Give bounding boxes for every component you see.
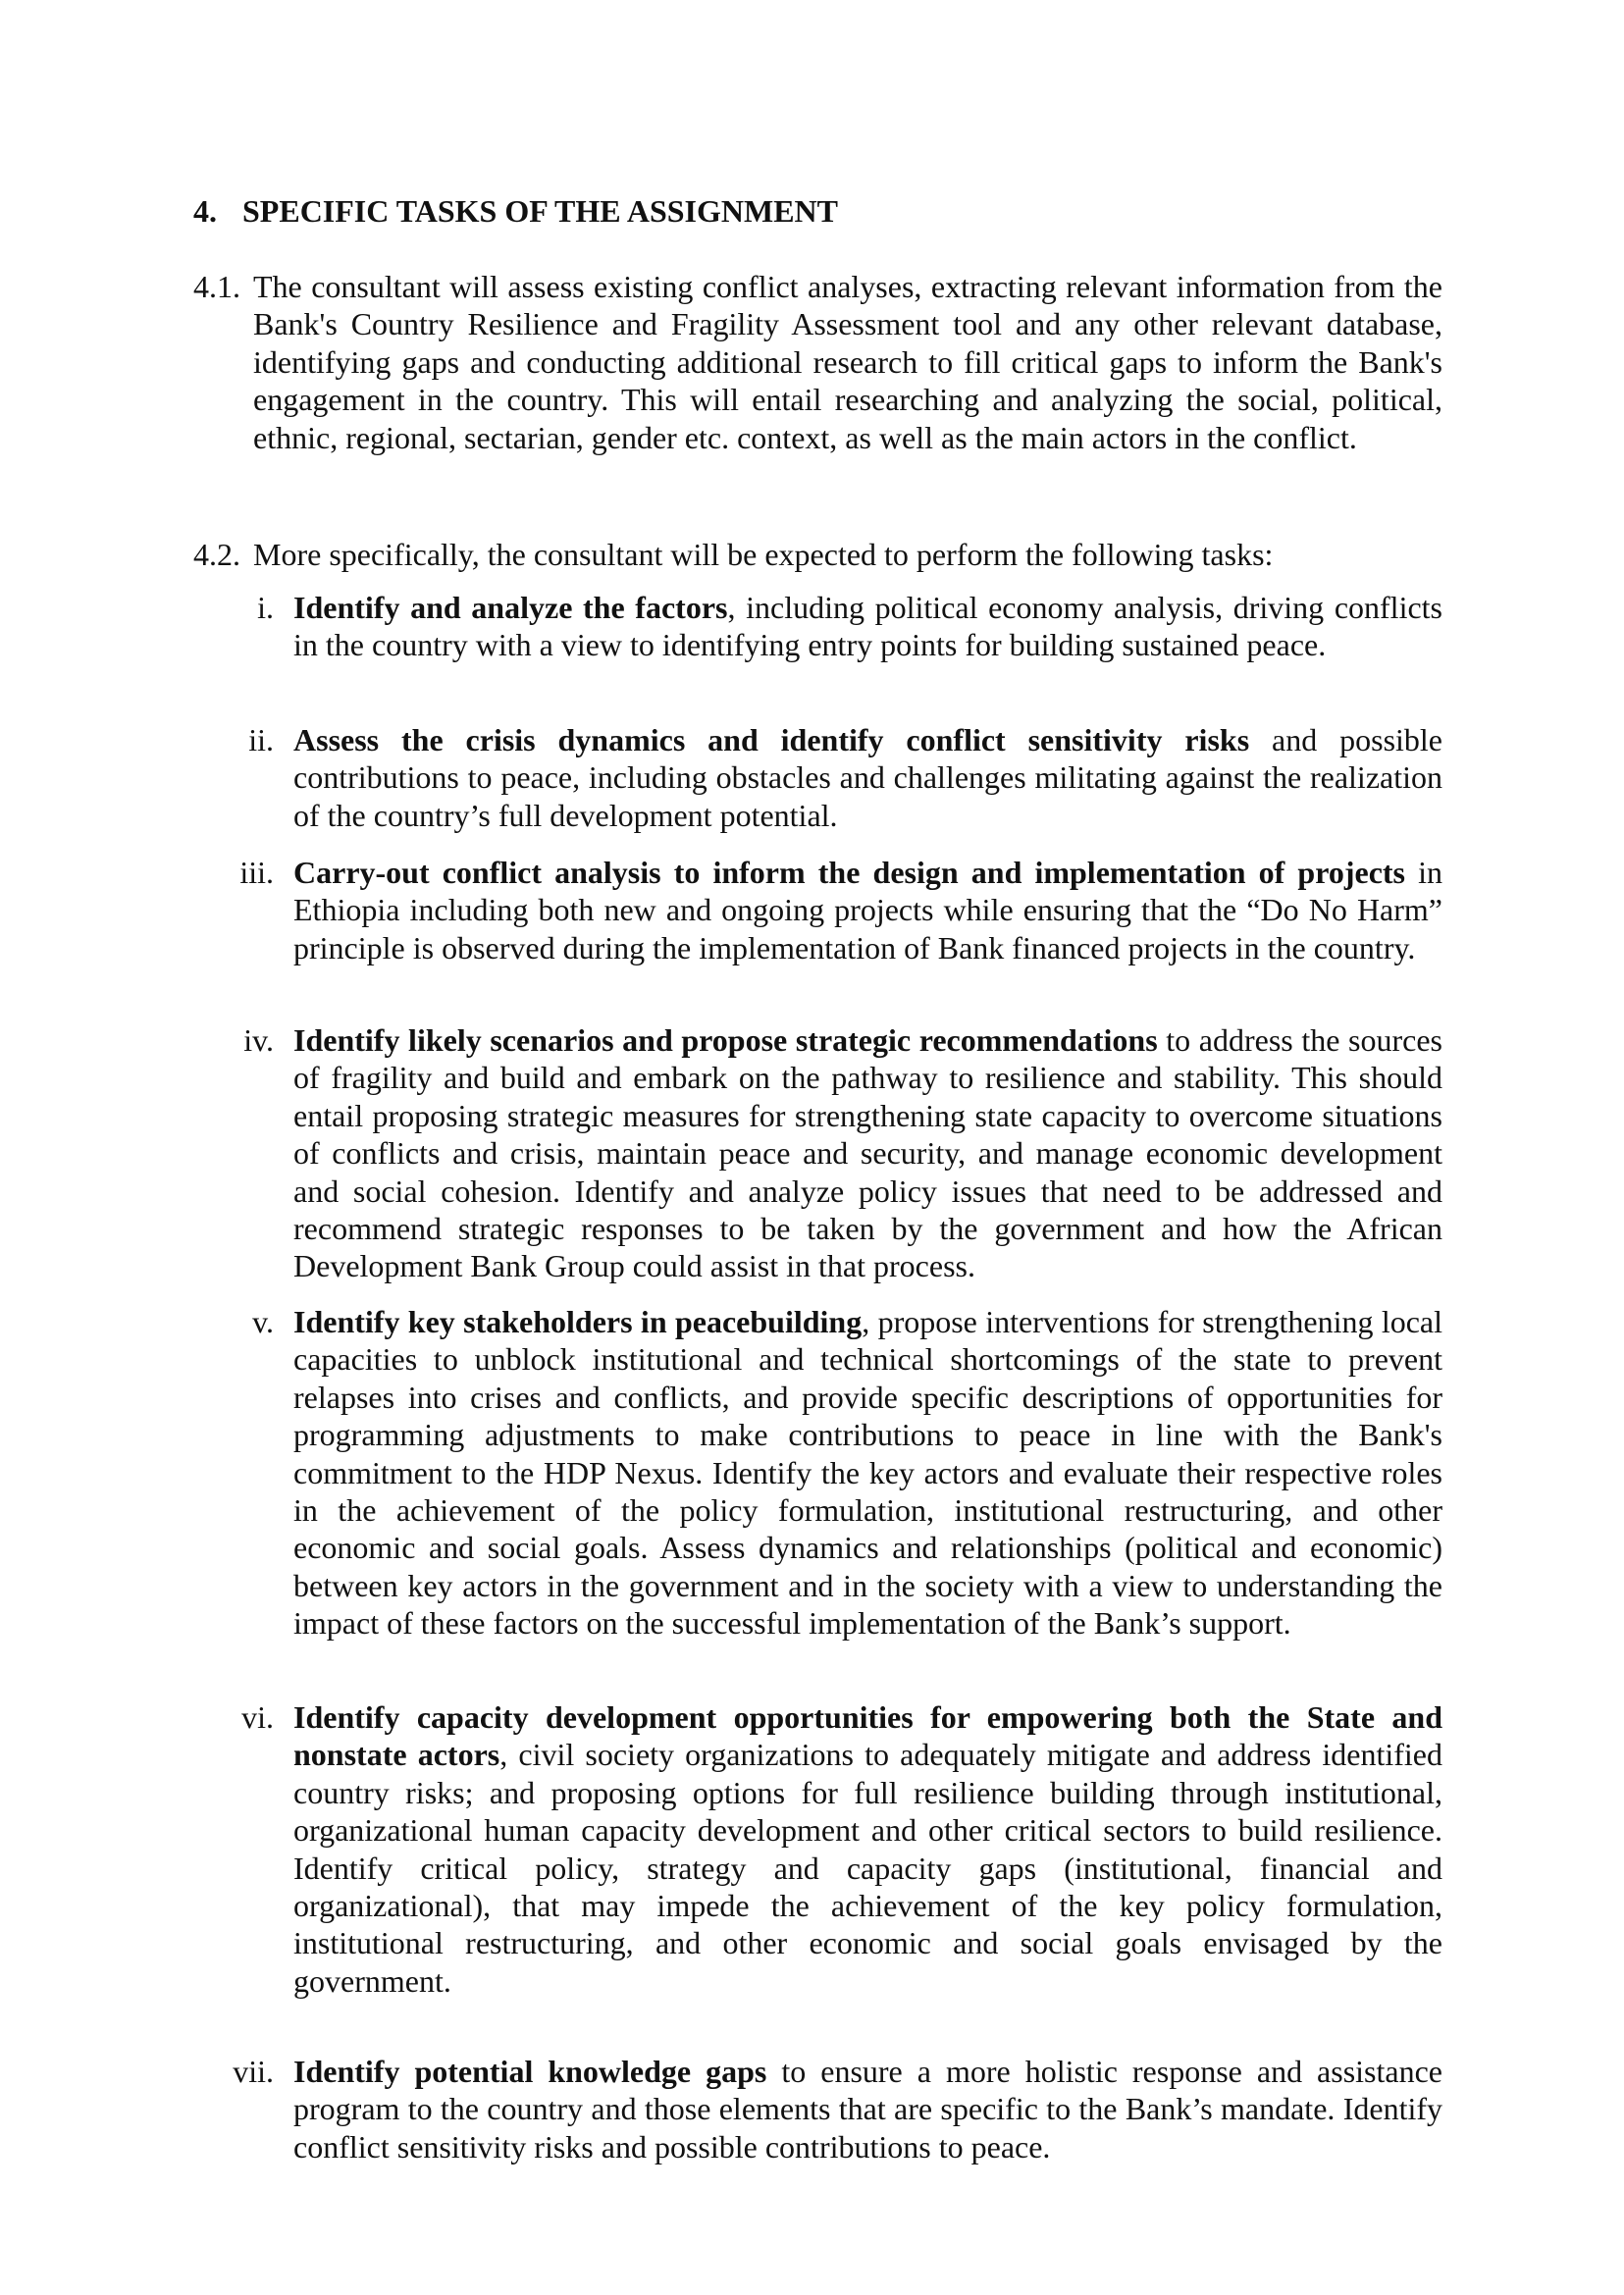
task-item-i xyxy=(193,589,1442,664)
task-item-v xyxy=(193,1303,1442,1643)
task-body: , civil society organizations to adequately mitigate and address identified country risks; and proposing options for full resilience building through institutional, organizational human capacity development and other critical sectors to build resilience. Identify critical policy, strategy and capacity gaps (institutional, financial and organizational), that may impede the achievement of the key policy formulation, institutional restructuring, and other economic and social goals envisaged by the government. xyxy=(293,1737,1443,1999)
paragraph-text: The consultant will assess existing conflict analyses, extracting relevant information from the Bank's Country Resilience and Fragility Assessment tool and any other relevant database, identifying gaps and conducting additional research to fill critical gaps to inform the Bank's engagement in the country. This will entail researching and analyzing the social, political, ethnic, regional, sectarian, gender etc. context, as well as the main actors in the conflict. xyxy=(253,269,1442,455)
task-body: , including political economy analysis, driving conflicts in the country with a view to identifying entry points for building sustained peace. xyxy=(293,590,1443,663)
task-text xyxy=(293,2053,1442,2165)
paragraph-4-2 xyxy=(193,536,1442,573)
task-body: and possible contributions to peace, including obstacles and challenges militating against the realization of the country’s full development potential. xyxy=(293,722,1443,833)
task-text xyxy=(293,1021,1442,1285)
task-item-ii xyxy=(193,721,1442,834)
task-text xyxy=(293,589,1442,664)
section-number: 4. xyxy=(193,193,217,229)
section-title: SPECIFIC TASKS OF THE ASSIGNMENT xyxy=(242,193,838,229)
paragraph-number: 4.2. xyxy=(193,537,240,572)
task-numeral: i. xyxy=(257,590,274,625)
task-body: to address the sources of fragility and build and embark on the pathway to resilience and stability. This should entail proposing strategic measures for strengthening state capacity to overcome situations of conflicts and crisis, maintain peace and security, and manage economic development and social cohesion. Identify and analyze policy issues that need to be addressed and recommend strategic responses to be taken by the government and how the African Development Bank Group could assist in that process. xyxy=(293,1022,1443,1284)
task-bold-lead: Identify key stakeholders in peacebuilding xyxy=(293,1304,863,1339)
task-numeral: ii. xyxy=(248,722,274,757)
task-text xyxy=(293,1303,1442,1643)
task-item-iv xyxy=(193,1021,1442,1285)
task-item-iii xyxy=(193,854,1442,966)
paragraph-number: 4.1. xyxy=(193,269,240,304)
task-bold-lead: Assess the crisis dynamics and identify conflict sensitivity risks xyxy=(293,722,1250,757)
task-text xyxy=(293,854,1442,966)
task-text xyxy=(293,721,1442,834)
task-bold-lead: Identify and analyze the factors xyxy=(293,590,728,625)
paragraph-text: More specifically, the consultant will be expected to perform the following tasks: xyxy=(253,537,1274,572)
task-bold-lead: Carry-out conflict analysis to inform the design and implementation of projects xyxy=(293,855,1406,890)
task-body: , propose interventions for strengthening local capacities to unblock institutional and technical shortcomings of the state to prevent relapses into crises and conflicts, and provide specific descriptions of opportunities for programming adjustments to make contributions to peace in line with the Bank's commitment to the HDP Nexus. Identify the key actors and evaluate their respective roles in the achievement of the policy formulation, institutional restructuring, and other economic and social goals. Assess dynamics and relationships (political and economic) between key actors in the government and in the society with a view to understanding the impact of these factors on the successful implementation of the Bank’s support. xyxy=(293,1304,1443,1642)
task-item-vii xyxy=(193,2053,1442,2165)
section-heading xyxy=(193,191,838,231)
task-numeral: iii. xyxy=(239,855,274,890)
task-numeral: vii. xyxy=(233,2054,274,2089)
task-numeral: vi. xyxy=(241,1699,274,1735)
task-item-vi xyxy=(193,1698,1442,2000)
task-body: to ensure a more holistic response and assistance program to the country and those elements that are specific to the Bank’s mandate. Identify conflict sensitivity risks and possible contributions to peace. xyxy=(293,2054,1443,2165)
task-bold-lead: Identify likely scenarios and propose strategic recommendations xyxy=(293,1022,1158,1058)
task-body: in Ethiopia including both new and ongoing projects while ensuring that the “Do No Harm” principle is observed during the implementation of Bank financed projects in the country. xyxy=(293,855,1443,965)
task-numeral: v. xyxy=(252,1304,274,1339)
task-bold-lead: Identify potential knowledge gaps xyxy=(293,2054,767,2089)
task-numeral: iv. xyxy=(243,1022,274,1058)
paragraph-4-1 xyxy=(193,268,1442,456)
task-text xyxy=(293,1698,1442,2000)
task-bold-lead: Identify capacity development opportunities for empowering both the State and nonstate actors xyxy=(293,1699,1442,1773)
